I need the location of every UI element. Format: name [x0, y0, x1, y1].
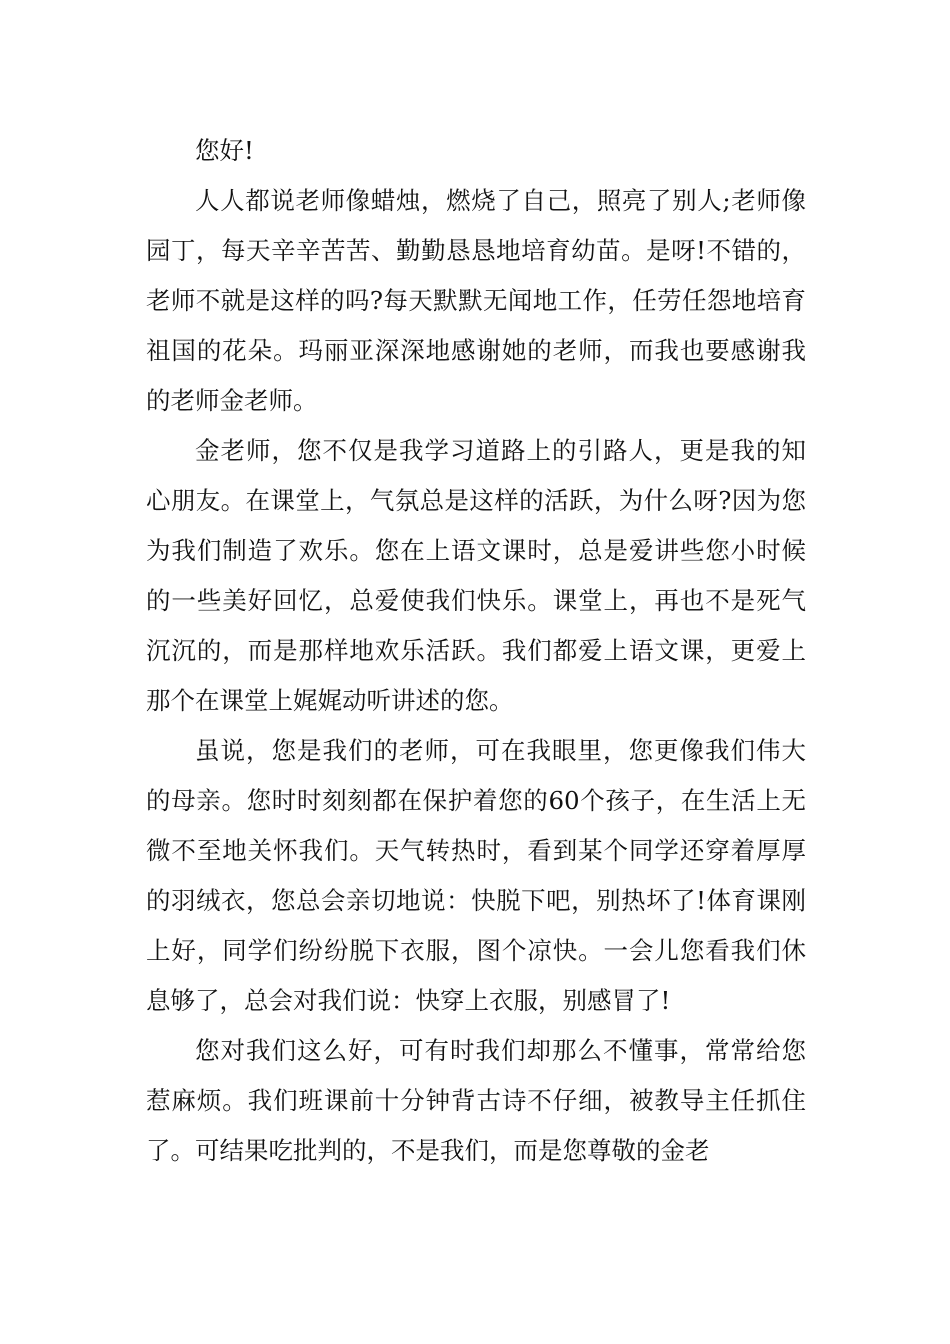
paragraph-candle-gardener: 人人都说老师像蜡烛，燃烧了自己，照亮了别人;老师像园丁，每天辛辛苦苦、勤勤恳恳地培育幼苗。是呀!不错的，老师不就是这样的吗?每天默默无闻地工作，任劳任怨地培育祖国的花朵。玛丽亚深深地感谢她的老师，而我也要感谢我的老师金老师。	[146, 186, 806, 415]
paragraph-trouble: 您对我们这么好，可有时我们却那么不懂事，常常给您惹麻烦。我们班课前十分钟背古诗不仔细，被教导主任抓住了。可结果吃批判的，不是我们，而是您尊敬的金老	[146, 1036, 806, 1165]
paragraph-like-mother: 虽说，您是我们的老师，可在我眼里，您更像我们伟大的母亲。您时时刻刻都在保护着您的60个孩子，在生活上无微不至地关怀我们。天气转热时，看到某个同学还穿着厚厚的羽绒衣，您总会亲切地说：快脱下吧，别热坏了!体育课刚上好，同学们纷纷脱下衣服，图个凉快。一会儿您看我们休息够了，总会对我们说：快穿上衣服，别感冒了!	[146, 736, 806, 1015]
letter-body	[146, 126, 806, 1176]
paragraph-guide-friend: 金老师，您不仅是我学习道路上的引路人，更是我的知心朋友。在课堂上，气氛总是这样的活跃，为什么呀?因为您为我们制造了欢乐。您在上语文课时，总是爱讲些您小时候的一些美好回忆，总爱使我们快乐。课堂上，再也不是死气沉沉的，而是那样地欢乐活跃。我们都爱上语文课，更爱上那个在课堂上娓娓动听讲述的您。	[146, 436, 806, 715]
greeting: 您好!	[195, 136, 254, 165]
